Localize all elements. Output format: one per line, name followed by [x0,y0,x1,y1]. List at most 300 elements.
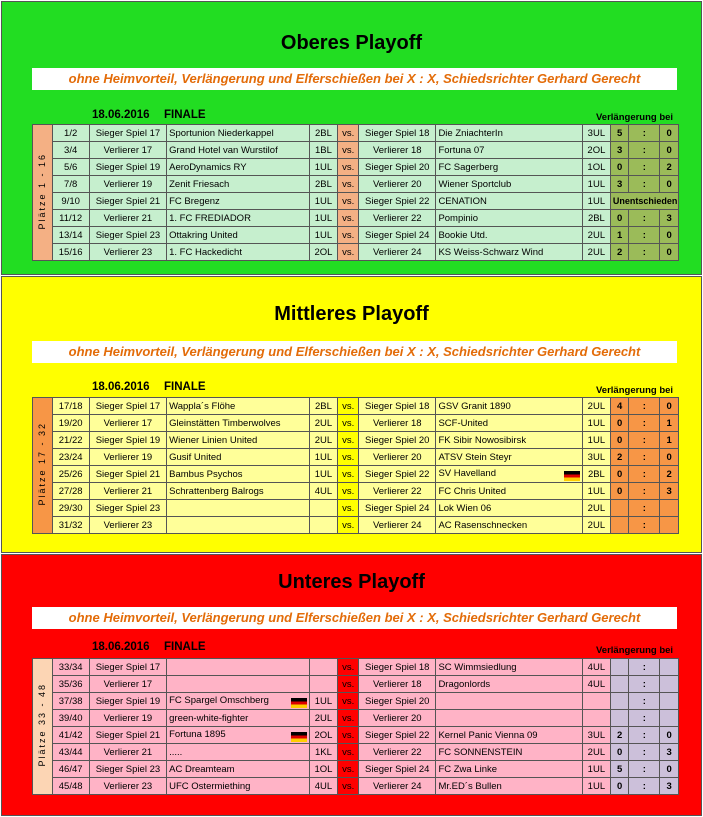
away-league-cell: 1UL [582,432,610,449]
home-goals-cell: 3 [610,142,629,159]
home-team-name: ..... [169,746,183,758]
place-cell: 46/47 [52,761,89,778]
date-label: 18.06.2016 [92,109,150,121]
away-team-name: ATSV Stein Steyr [438,451,512,463]
places-side-label [33,125,53,261]
away-goals-cell: 0 [660,398,679,415]
home-goals-cell [610,676,629,693]
away-league-cell: 2UL [582,500,610,517]
home-league-cell: 2BL [309,125,338,142]
home-goals-cell: 1 [610,227,629,244]
away-team-cell [436,676,583,693]
away-team-cell [436,778,583,795]
score-separator: : [629,176,660,193]
place-cell: 37/38 [52,693,89,710]
home-team-name: FC Spargel Omschberg [169,694,269,706]
extra-time-label: Verlängerung bei [596,112,674,123]
home-source-cell: Verlierer 21 [89,744,166,761]
away-league-cell: 1OL [582,159,610,176]
home-team-cell [167,778,309,795]
home-team-cell [167,142,309,159]
vs-cell: vs. [338,432,359,449]
home-league-cell: 2UL [309,432,338,449]
away-team-name: FK Sibir Nowosibirsk [438,434,527,446]
places-range-label: Plätze 1 - 16 [37,152,48,230]
away-team-name: AC Rasenschnecken [438,519,528,531]
score-separator: : [629,693,660,710]
home-team-name: green-white-fighter [169,712,249,724]
table-row [33,466,679,483]
away-league-cell: 2BL [582,466,610,483]
away-team-name: SCF-United [438,417,489,429]
section-oberes-playoff [1,1,702,275]
away-league-cell: 3UL [582,449,610,466]
home-source-cell: Verlierer 23 [89,778,166,795]
table-row [33,710,679,727]
home-team-name: Wiener Linien United [169,434,258,446]
home-league-cell: 1KL [309,744,338,761]
away-team-cell [436,398,583,415]
home-league-cell: 1UL [309,227,338,244]
away-goals-cell: 3 [660,778,679,795]
bracket-table [32,397,679,534]
away-league-cell: 1UL [582,761,610,778]
away-team-cell [436,693,583,710]
vs-cell: vs. [338,710,359,727]
home-goals-cell [610,659,629,676]
section-unteres-playoff [1,554,702,816]
home-league-cell: 4UL [309,483,338,500]
vs-cell: vs. [338,744,359,761]
away-league-cell: 4UL [582,676,610,693]
bracket-table [32,124,679,261]
vs-cell: vs. [338,142,359,159]
vs-cell: vs. [338,778,359,795]
away-league-cell: 1UL [582,778,610,795]
place-cell: 29/30 [52,500,89,517]
home-source-cell: Sieger Spiel 17 [89,659,166,676]
table-row [33,159,679,176]
away-team-name: SC Wimmsiedlung [438,661,517,673]
away-source-cell: Verlierer 22 [359,744,436,761]
score-separator: : [629,761,660,778]
away-source-cell: Verlierer 20 [359,449,436,466]
home-league-cell: 1UL [309,159,338,176]
home-team-name: AeroDynamics RY [169,161,247,173]
home-source-cell: Verlierer 19 [89,449,166,466]
home-source-cell: Verlierer 19 [89,710,166,727]
away-goals-cell: 0 [660,176,679,193]
home-source-cell: Verlierer 19 [89,176,166,193]
home-league-cell [309,659,338,676]
home-source-cell: Sieger Spiel 19 [89,159,166,176]
home-source-cell: Sieger Spiel 17 [89,125,166,142]
away-goals-cell: 0 [660,244,679,261]
section-subtitle: ohne Heimvorteil, Verlängerung und Elferschießen bei X : X, Schiedsrichter Gerhard Gerecht [32,607,677,629]
away-source-cell: Sieger Spiel 20 [359,159,436,176]
vs-cell: vs. [338,659,359,676]
home-source-cell: Verlierer 17 [89,415,166,432]
home-source-cell: Verlierer 21 [89,483,166,500]
home-team-name: Gleinstätten Timberwolves [169,417,281,429]
home-goals-cell: 0 [610,466,629,483]
home-league-cell [309,517,338,534]
table-row [33,659,679,676]
away-team-name: Fortuna 07 [438,144,485,156]
home-team-name: FC Bregenz [169,195,220,207]
home-goals-cell [610,710,629,727]
away-league-cell [582,693,610,710]
home-goals-cell: 0 [610,744,629,761]
away-team-cell [436,210,583,227]
score-separator: : [629,125,660,142]
extra-time-label: Verlängerung bei [596,385,674,396]
home-goals-cell: 0 [610,483,629,500]
home-team-cell [167,727,309,744]
home-team-cell [167,676,309,693]
home-team-name: Zenit Friesach [169,178,230,190]
away-source-cell: Verlierer 24 [359,517,436,534]
away-source-cell: Verlierer 18 [359,142,436,159]
section-title: Mittleres Playoff [274,303,429,325]
vs-cell: vs. [338,449,359,466]
table-row [33,227,679,244]
away-league-cell: 3UL [582,727,610,744]
place-cell: 41/42 [52,727,89,744]
table-row [33,125,679,142]
place-cell: 27/28 [52,483,89,500]
vs-cell: vs. [338,500,359,517]
home-team-cell [167,744,309,761]
home-team-cell [167,415,309,432]
home-league-cell: 1UL [309,210,338,227]
home-goals-cell: 4 [610,398,629,415]
away-source-cell: Verlierer 20 [359,176,436,193]
home-source-cell: Verlierer 23 [89,244,166,261]
place-cell: 31/32 [52,517,89,534]
extra-time-label: Verlängerung bei [596,645,674,656]
away-team-cell [436,761,583,778]
stage-label: FINALE [164,381,206,393]
away-goals-cell: 3 [660,210,679,227]
away-league-cell: 2UL [582,744,610,761]
place-cell: 17/18 [52,398,89,415]
away-source-cell: Sieger Spiel 20 [359,693,436,710]
away-team-name: SV Havelland [438,467,496,479]
home-team-cell [167,483,309,500]
home-team-cell [167,466,309,483]
away-team-cell [436,744,583,761]
home-goals-cell: 0 [610,432,629,449]
home-source-cell: Verlierer 21 [89,210,166,227]
place-cell: 7/8 [52,176,89,193]
away-team-name: Die ZniachterIn [438,127,503,139]
home-source-cell: Sieger Spiel 17 [89,398,166,415]
places-side-label [33,398,53,534]
home-league-cell: 2OL [309,244,338,261]
place-cell: 19/20 [52,415,89,432]
home-league-cell: 1UL [309,193,338,210]
home-goals-cell: 0 [610,415,629,432]
score-separator: : [629,517,660,534]
score-separator: : [629,727,660,744]
score-separator: : [629,659,660,676]
away-source-cell: Verlierer 22 [359,483,436,500]
germany-flag-icon [564,471,580,481]
places-range-label: Plätze 33 - 48 [37,683,48,767]
section-subtitle: ohne Heimvorteil, Verlängerung und Elferschießen bei X : X, Schiedsrichter Gerhard Gerecht [32,68,677,90]
away-goals-cell [660,500,679,517]
section-mittleres-playoff [1,276,702,553]
away-league-cell: 2UL [582,227,610,244]
score-separator: : [629,159,660,176]
score-separator: : [629,500,660,517]
away-team-cell [436,483,583,500]
table-row [33,210,679,227]
away-league-cell: 3UL [582,125,610,142]
away-team-name: Dragonlords [438,678,491,690]
home-goals-cell: 0 [610,778,629,795]
table-row [33,517,679,534]
away-league-cell: 2BL [582,210,610,227]
away-team-name: Kernel Panic Vienna 09 [438,729,538,741]
home-source-cell: Sieger Spiel 21 [89,193,166,210]
away-goals-cell: 1 [660,432,679,449]
home-team-cell [167,159,309,176]
away-source-cell: Sieger Spiel 24 [359,227,436,244]
away-team-name: CENATION [438,195,487,207]
result-text-cell: Unentschieden [610,193,678,210]
away-team-name: GSV Granit 1890 [438,400,511,412]
home-goals-cell: 5 [610,761,629,778]
vs-cell: vs. [338,483,359,500]
away-team-name: FC SONNENSTEIN [438,746,523,758]
away-league-cell: 1UL [582,483,610,500]
home-team-name: Schrattenberg Balrogs [169,485,264,497]
table-row [33,483,679,500]
away-team-cell [436,159,583,176]
score-separator: : [629,432,660,449]
home-league-cell: 1UL [309,466,338,483]
home-team-name: Grand Hotel van Wurstilof [169,144,278,156]
away-goals-cell [660,710,679,727]
away-source-cell: Verlierer 20 [359,710,436,727]
score-separator: : [629,244,660,261]
vs-cell: vs. [338,398,359,415]
home-team-cell [167,761,309,778]
home-team-cell [167,500,309,517]
vs-cell: vs. [338,727,359,744]
away-source-cell: Sieger Spiel 24 [359,761,436,778]
away-team-name: Bookie Utd. [438,229,488,241]
table-row [33,761,679,778]
table-row [33,727,679,744]
score-separator: : [629,449,660,466]
vs-cell: vs. [338,125,359,142]
away-team-cell [436,193,583,210]
away-team-name: Lok Wien 06 [438,502,492,514]
home-source-cell: Sieger Spiel 23 [89,761,166,778]
place-cell: 39/40 [52,710,89,727]
away-league-cell: 2UL [582,398,610,415]
away-goals-cell: 0 [660,761,679,778]
home-source-cell: Sieger Spiel 19 [89,432,166,449]
vs-cell: vs. [338,193,359,210]
home-goals-cell: 5 [610,125,629,142]
away-source-cell: Verlierer 24 [359,244,436,261]
place-cell: 25/26 [52,466,89,483]
home-team-cell [167,710,309,727]
place-cell: 33/34 [52,659,89,676]
away-team-name: Wiener Sportclub [438,178,512,190]
away-source-cell: Verlierer 22 [359,210,436,227]
vs-cell: vs. [338,244,359,261]
section-title: Unteres Playoff [278,571,425,593]
home-league-cell [309,500,338,517]
score-separator: : [629,778,660,795]
home-team-name: 1. FC FREDIADOR [169,212,251,224]
vs-cell: vs. [338,210,359,227]
home-league-cell: 2BL [309,176,338,193]
home-team-cell [167,659,309,676]
away-league-cell: 1UL [582,176,610,193]
home-goals-cell: 3 [610,176,629,193]
away-team-cell [436,449,583,466]
home-team-name: Gusif United [169,451,222,463]
away-source-cell: Verlierer 18 [359,676,436,693]
score-separator: : [629,483,660,500]
away-goals-cell [660,517,679,534]
away-goals-cell: 0 [660,727,679,744]
home-team-name: Bambus Psychos [169,468,243,480]
away-team-name: KS Weiss-Schwarz Wind [438,246,544,258]
away-goals-cell [660,659,679,676]
away-source-cell: Sieger Spiel 18 [359,398,436,415]
away-team-name: FC Zwa Linke [438,763,498,775]
place-cell: 45/48 [52,778,89,795]
vs-cell: vs. [338,466,359,483]
table-row [33,142,679,159]
home-team-cell [167,176,309,193]
table-row [33,693,679,710]
place-cell: 5/6 [52,159,89,176]
away-source-cell: Sieger Spiel 18 [359,659,436,676]
home-team-cell [167,244,309,261]
away-team-cell [436,727,583,744]
home-source-cell: Sieger Spiel 21 [89,727,166,744]
score-separator: : [629,676,660,693]
away-team-cell [436,227,583,244]
score-separator: : [629,744,660,761]
places-range-label: Plätze 17 - 32 [37,422,48,506]
away-source-cell: Sieger Spiel 20 [359,432,436,449]
date-label: 18.06.2016 [92,641,150,653]
away-league-cell: 2UL [582,244,610,261]
place-cell: 13/14 [52,227,89,244]
home-source-cell: Sieger Spiel 21 [89,466,166,483]
date-label: 18.06.2016 [92,381,150,393]
table-row [33,193,679,210]
home-team-cell [167,210,309,227]
place-cell: 3/4 [52,142,89,159]
table-row [33,432,679,449]
home-team-name: Wappla´s Flöhe [169,400,236,412]
vs-cell: vs. [338,159,359,176]
home-team-name: AC Dreamteam [169,763,235,775]
away-team-cell [436,500,583,517]
away-goals-cell: 0 [660,227,679,244]
home-source-cell: Sieger Spiel 19 [89,693,166,710]
away-goals-cell [660,676,679,693]
home-team-cell [167,449,309,466]
away-team-name: Mr.ED´s Bullen [438,780,502,792]
section-title: Oberes Playoff [280,32,423,54]
away-team-cell [436,710,583,727]
vs-cell: vs. [338,176,359,193]
home-team-cell [167,693,309,710]
place-cell: 11/12 [52,210,89,227]
away-league-cell: 1UL [582,193,610,210]
bracket-table [32,658,679,795]
away-league-cell: 2UL [582,517,610,534]
stage-label: FINALE [164,109,206,121]
away-league-cell: 1UL [582,415,610,432]
germany-flag-icon [291,732,307,742]
away-goals-cell: 2 [660,159,679,176]
place-cell: 15/16 [52,244,89,261]
score-separator: : [629,210,660,227]
score-separator: : [629,710,660,727]
home-goals-cell: 2 [610,727,629,744]
away-team-cell [436,125,583,142]
away-team-cell [436,517,583,534]
home-goals-cell: 0 [610,159,629,176]
home-team-cell [167,227,309,244]
home-goals-cell [610,500,629,517]
away-team-cell [436,432,583,449]
away-team-cell [436,176,583,193]
away-goals-cell: 2 [660,466,679,483]
place-cell: 9/10 [52,193,89,210]
away-source-cell: Sieger Spiel 22 [359,727,436,744]
away-goals-cell: 1 [660,415,679,432]
vs-cell: vs. [338,761,359,778]
home-goals-cell [610,693,629,710]
away-goals-cell: 3 [660,744,679,761]
away-league-cell: 2OL [582,142,610,159]
away-goals-cell [660,693,679,710]
home-league-cell: 1OL [309,761,338,778]
vs-cell: vs. [338,693,359,710]
home-league-cell: 2UL [309,415,338,432]
home-league-cell: 2BL [309,398,338,415]
home-goals-cell: 2 [610,244,629,261]
home-team-name: UFC Ostermiething [169,780,251,792]
home-league-cell: 2OL [309,727,338,744]
score-separator: : [629,398,660,415]
away-team-name: Pompinio [438,212,479,224]
table-row [33,449,679,466]
vs-cell: vs. [338,517,359,534]
home-goals-cell: 0 [610,210,629,227]
away-team-cell [436,659,583,676]
away-team-cell [436,466,583,483]
away-source-cell: Sieger Spiel 22 [359,466,436,483]
table-row [33,500,679,517]
home-team-name: Fortuna 1895 [169,728,226,740]
table-row [33,415,679,432]
home-source-cell: Verlierer 17 [89,676,166,693]
